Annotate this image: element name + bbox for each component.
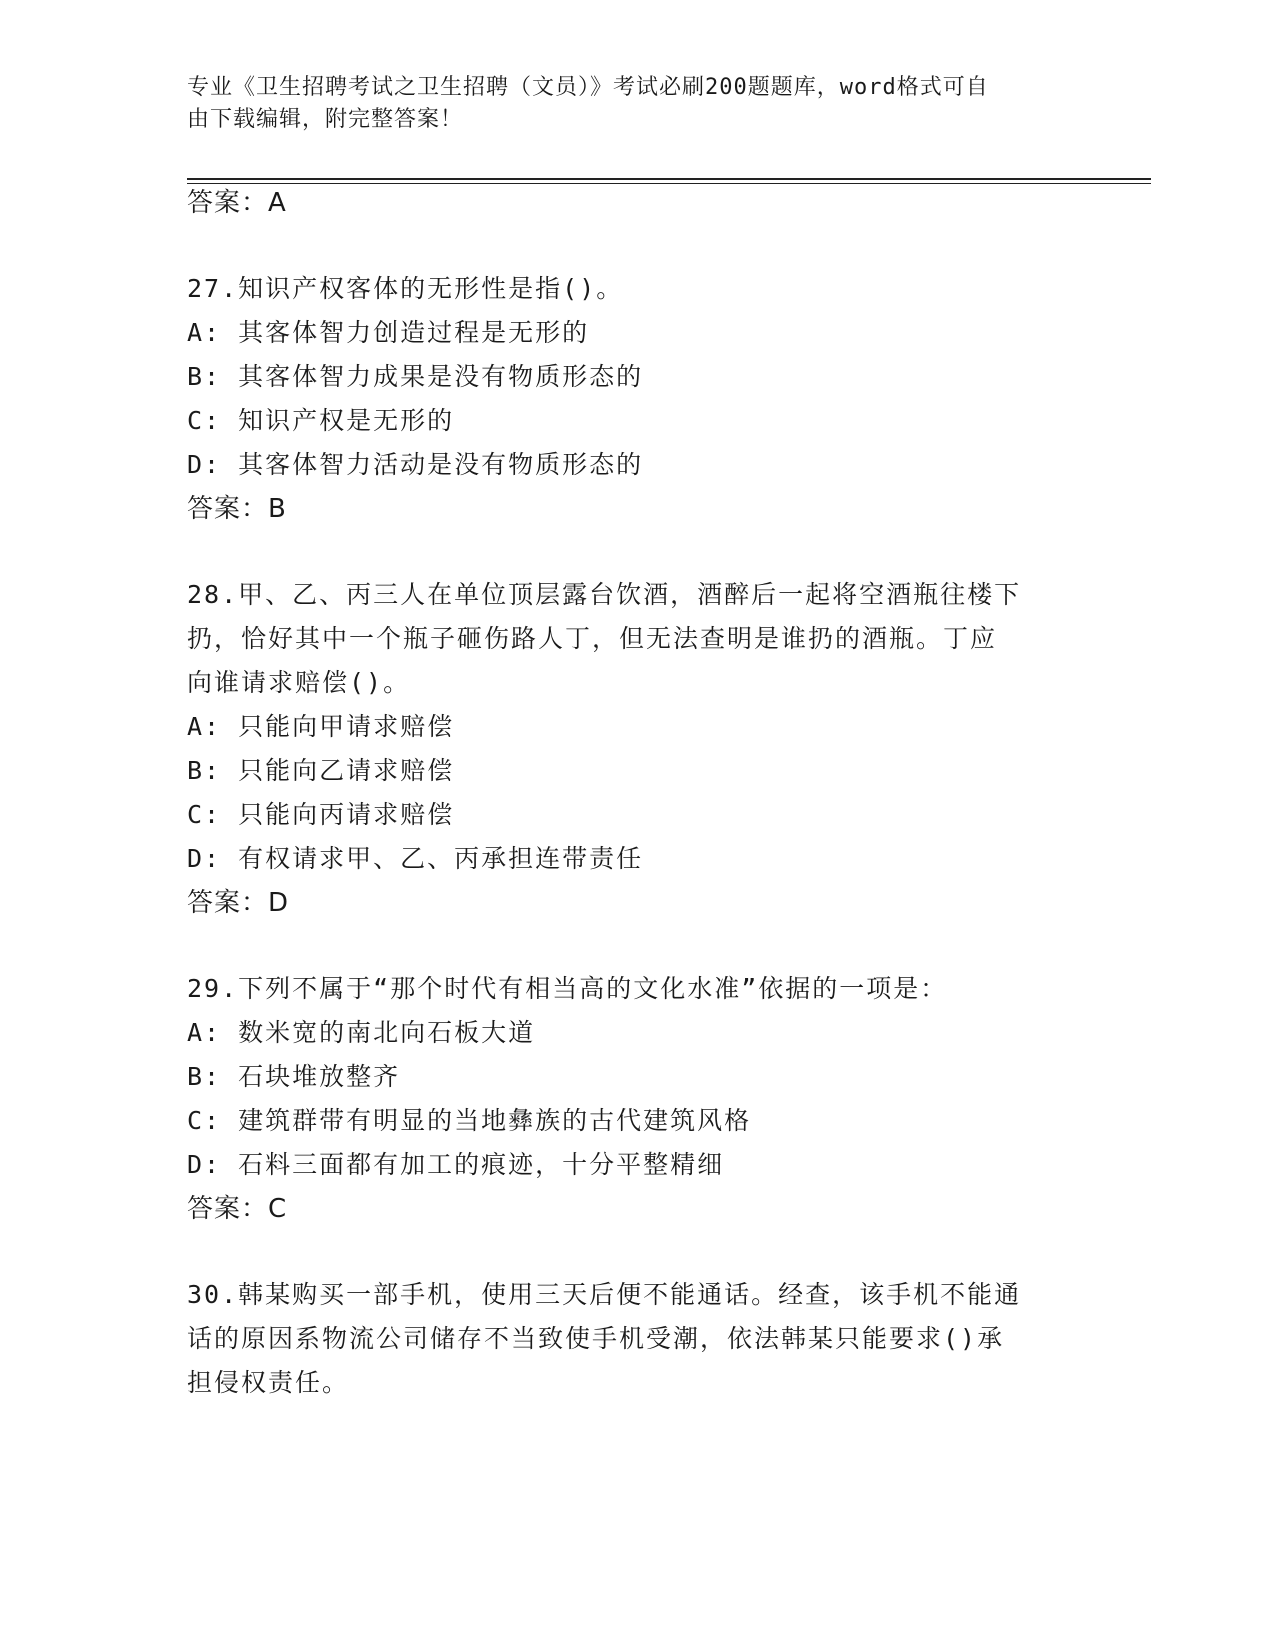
q29-option-d: D: 石料三面都有加工的痕迹，十分平整精细: [187, 1150, 725, 1179]
q30-stem-line-3: 担侵权责任。: [187, 1368, 350, 1397]
q29-answer: 答案：C: [187, 1194, 288, 1224]
q27-option-a: A: 其客体智力创造过程是无形的: [187, 318, 590, 347]
q27-option-d: D: 其客体智力活动是没有物质形态的: [187, 450, 644, 479]
q28-answer: 答案：D: [187, 888, 290, 918]
q28-option-b: B: 只能向乙请求赔偿: [187, 756, 455, 785]
q26-answer: 答案：A: [187, 188, 287, 218]
q30-stem-line-1: 30.韩某购买一部手机，使用三天后便不能通话。经查，该手机不能通: [187, 1280, 1022, 1309]
header-line-1: 专业《卫生招聘考试之卫生招聘（文员）》考试必刷200题题库，word格式可自: [187, 75, 989, 100]
q28-option-a: A: 只能向甲请求赔偿: [187, 712, 455, 741]
header-divider-thick: [187, 178, 1151, 180]
q28-stem-line-3: 向谁请求赔偿()。: [187, 668, 411, 697]
q29-option-c: C: 建筑群带有明显的当地彝族的古代建筑风格: [187, 1106, 752, 1135]
q29-option-a: A: 数米宽的南北向石板大道: [187, 1018, 536, 1047]
header-divider-thin: [187, 183, 1151, 184]
header-line-2: 由下载编辑，附完整答案！: [187, 107, 464, 132]
q27-option-b: B: 其客体智力成果是没有物质形态的: [187, 362, 644, 391]
q28-stem-line-1: 28.甲、乙、丙三人在单位顶层露台饮酒，酒醉后一起将空酒瓶往楼下: [187, 580, 1022, 609]
q27-stem: 27.知识产权客体的无形性是指()。: [187, 274, 624, 303]
q28-stem-line-2: 扔，恰好其中一个瓶子砸伤路人丁，但无法查明是谁扔的酒瓶。丁应: [187, 624, 998, 653]
q27-answer: 答案：B: [187, 494, 287, 524]
q27-option-c: C: 知识产权是无形的: [187, 406, 455, 435]
q29-stem: 29.下列不属于“那个时代有相当高的文化水准”依据的一项是：: [187, 974, 948, 1003]
document-header: [187, 72, 1087, 136]
q28-option-c: C: 只能向丙请求赔偿: [187, 800, 455, 829]
q28-option-d: D: 有权请求甲、乙、丙承担连带责任: [187, 844, 644, 873]
q30-stem-line-2: 话的原因系物流公司储存不当致使手机受潮，依法韩某只能要求()承: [187, 1324, 1005, 1353]
q29-option-b: B: 石块堆放整齐: [187, 1062, 401, 1091]
